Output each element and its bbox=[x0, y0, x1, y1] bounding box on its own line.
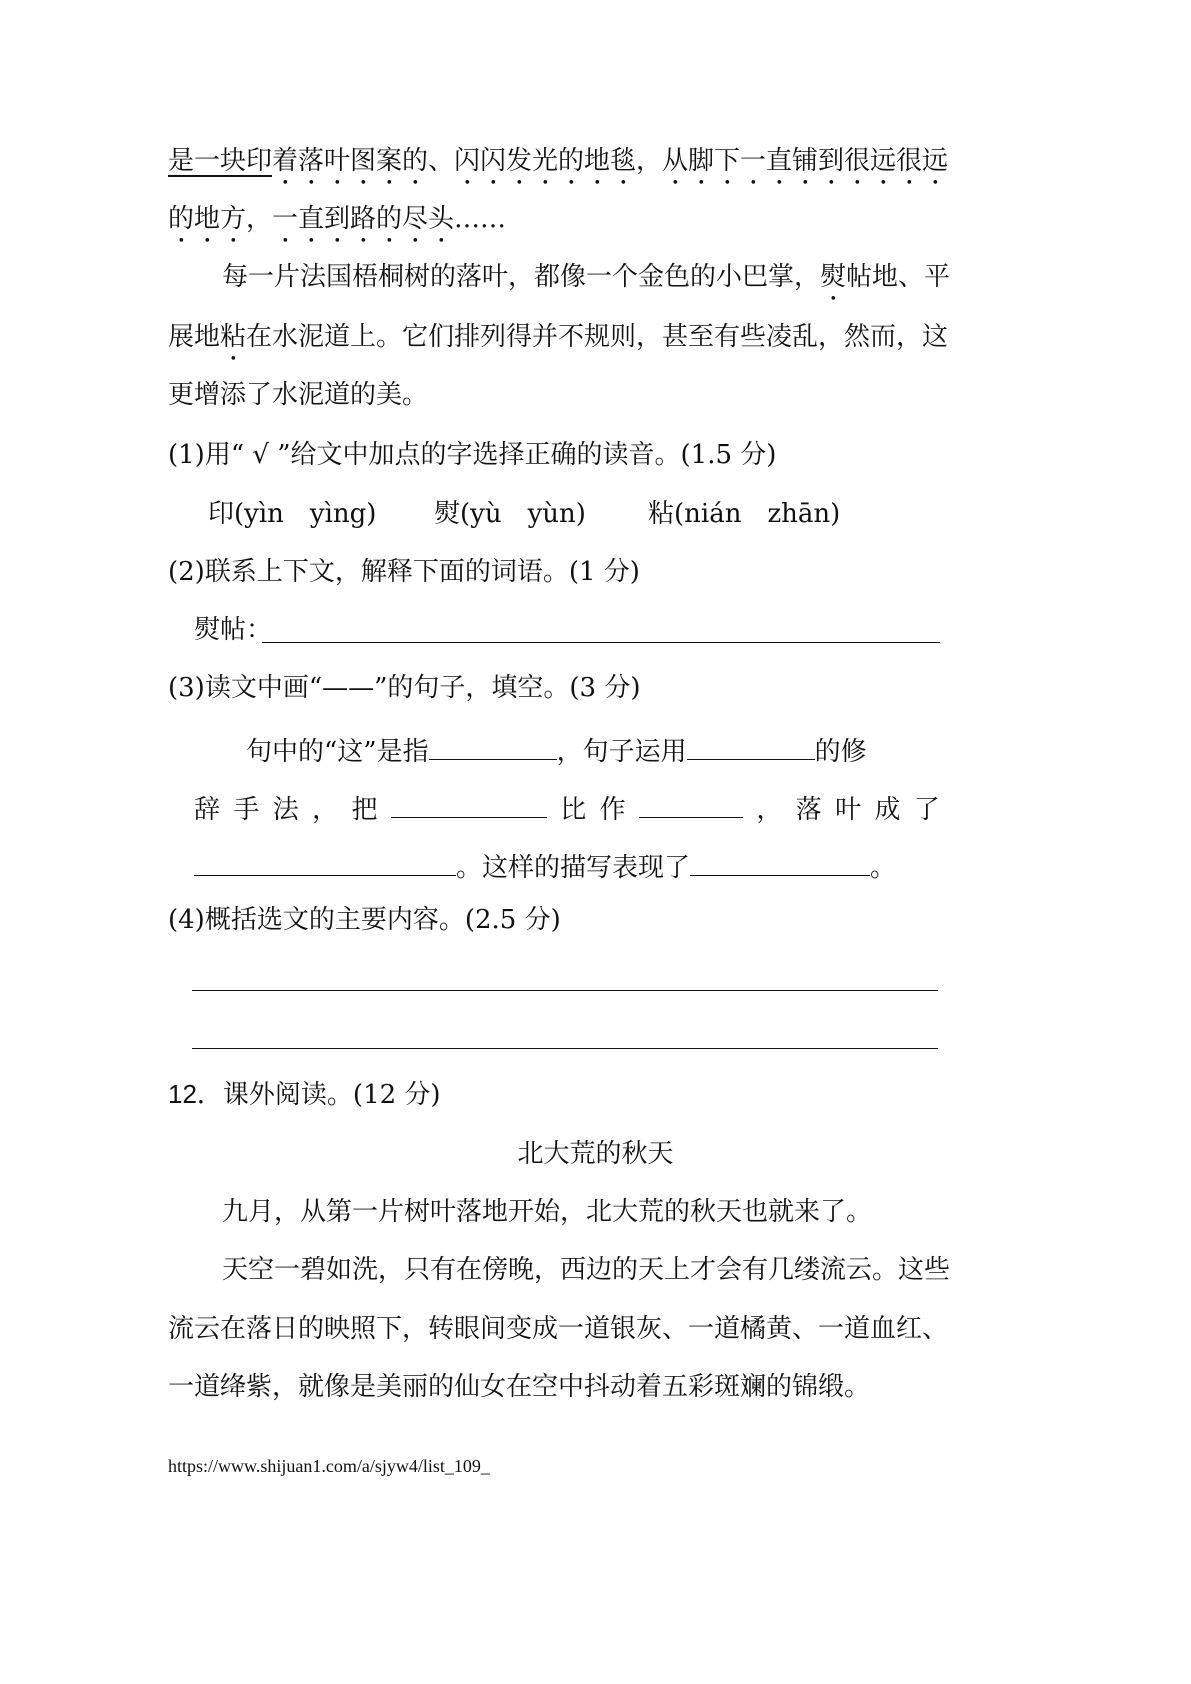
q3-char: 手 bbox=[233, 795, 260, 825]
q3-blank-4[interactable] bbox=[639, 791, 743, 818]
q3-text: ，句子运用 bbox=[556, 737, 687, 767]
passage-line-2 bbox=[168, 204, 506, 249]
para2-text: 展地 bbox=[168, 322, 221, 352]
passage-para2-line-2 bbox=[168, 322, 948, 367]
dotted-sentence-end: 的地方，一直到路的尽头…… bbox=[168, 204, 507, 234]
question-1: (1)用“ √ ”给文中加点的字选择正确的读音。(1.5 分) bbox=[168, 440, 777, 470]
dotted-char-zhan: 粘 bbox=[220, 322, 247, 352]
q3-text: 的修 bbox=[814, 737, 867, 767]
article-title: 北大荒的秋天 bbox=[517, 1138, 674, 1168]
article-paragraph-2-line-3: 一道绛紫，就像是美丽的仙女在空中抖动着五彩斑斓的锦缎。 bbox=[168, 1372, 871, 1402]
q2-answer-line[interactable] bbox=[262, 642, 940, 643]
para2-text-cont: 帖地、平 bbox=[846, 262, 951, 292]
underlined-sentence-start: 是一块印 bbox=[168, 146, 273, 176]
section-12-heading bbox=[168, 1081, 441, 1108]
q3-char: 把 bbox=[351, 795, 378, 825]
q3-char: 落 bbox=[795, 795, 822, 825]
section-heading-text: ．课外阅读。(12 分) bbox=[196, 1080, 441, 1110]
dotted-char-yun: 熨 bbox=[820, 262, 847, 292]
q4-answer-line-2[interactable] bbox=[192, 1048, 938, 1049]
q3-line-3 bbox=[194, 849, 896, 881]
q2-answer-label: 熨帖： bbox=[194, 615, 273, 645]
question-2: (2)联系上下文，解释下面的词语。(1 分) bbox=[168, 557, 640, 587]
passage-line-1 bbox=[168, 146, 948, 191]
q3-line-1 bbox=[246, 733, 867, 765]
q3-blank-1[interactable] bbox=[429, 733, 557, 760]
footer-url[interactable]: https://www.shijuan1.com/a/sjyw4/list_109_ bbox=[168, 1456, 490, 1476]
q3-char: 法 bbox=[272, 795, 299, 825]
article-paragraph-2-line-1: 天空一碧如洗，只有在傍晚，西边的天上才会有几缕流云。这些 bbox=[222, 1255, 951, 1285]
q3-blank-5[interactable] bbox=[194, 849, 456, 876]
q1-option-zhan: 粘(nián zhān) bbox=[648, 499, 841, 529]
q3-char: 了 bbox=[913, 795, 940, 825]
section-number: 12 bbox=[168, 1079, 197, 1109]
para2-text-cont: 在水泥道上。它们排列得并不规则，甚至有些凌乱，然而，这 bbox=[246, 322, 949, 352]
q4-answer-line-1[interactable] bbox=[192, 990, 938, 991]
question-3: (3)读文中画“——”的句子，填空。(3 分) bbox=[168, 673, 641, 703]
q3-char: ， bbox=[312, 795, 339, 825]
q3-blank-3[interactable] bbox=[391, 791, 547, 818]
q1-option-yin: 印(yìn yìng) bbox=[208, 499, 377, 529]
passage-para2-line-1 bbox=[222, 262, 950, 307]
question-4: (4)概括选文的主要内容。(2.5 分) bbox=[168, 905, 561, 935]
dotted-sentence: 着落叶图案的、闪闪发光的地毯，从脚下一直铺到很远很远 bbox=[272, 146, 949, 176]
q3-line-2 bbox=[194, 791, 940, 823]
q3-text: 。这样的描写表现了 bbox=[456, 853, 691, 883]
q3-char: 辞 bbox=[194, 795, 221, 825]
q1-option-yun: 熨(yù yùn) bbox=[434, 499, 586, 529]
q3-char: 比 bbox=[560, 795, 587, 825]
q3-text: 句中的“这”是指 bbox=[246, 737, 429, 767]
q3-blank-6[interactable] bbox=[690, 849, 870, 876]
q3-char: 成 bbox=[874, 795, 901, 825]
passage-para2-line-3: 更增添了水泥道的美。 bbox=[168, 380, 429, 410]
q3-text: 。 bbox=[870, 853, 897, 883]
article-paragraph-2-line-2: 流云在落日的映照下，转眼间变成一道银灰、一道橘黄、一道血红、 bbox=[168, 1314, 949, 1344]
q3-blank-2[interactable] bbox=[687, 733, 815, 760]
q3-char: 作 bbox=[599, 795, 626, 825]
para2-text: 每一片法国梧桐树的落叶，都像一个金色的小巴掌， bbox=[222, 262, 821, 292]
article-paragraph-1: 九月，从第一片树叶落地开始，北大荒的秋天也就来了。 bbox=[222, 1197, 873, 1227]
q3-char: ， bbox=[756, 795, 783, 825]
q3-char: 叶 bbox=[835, 795, 862, 825]
